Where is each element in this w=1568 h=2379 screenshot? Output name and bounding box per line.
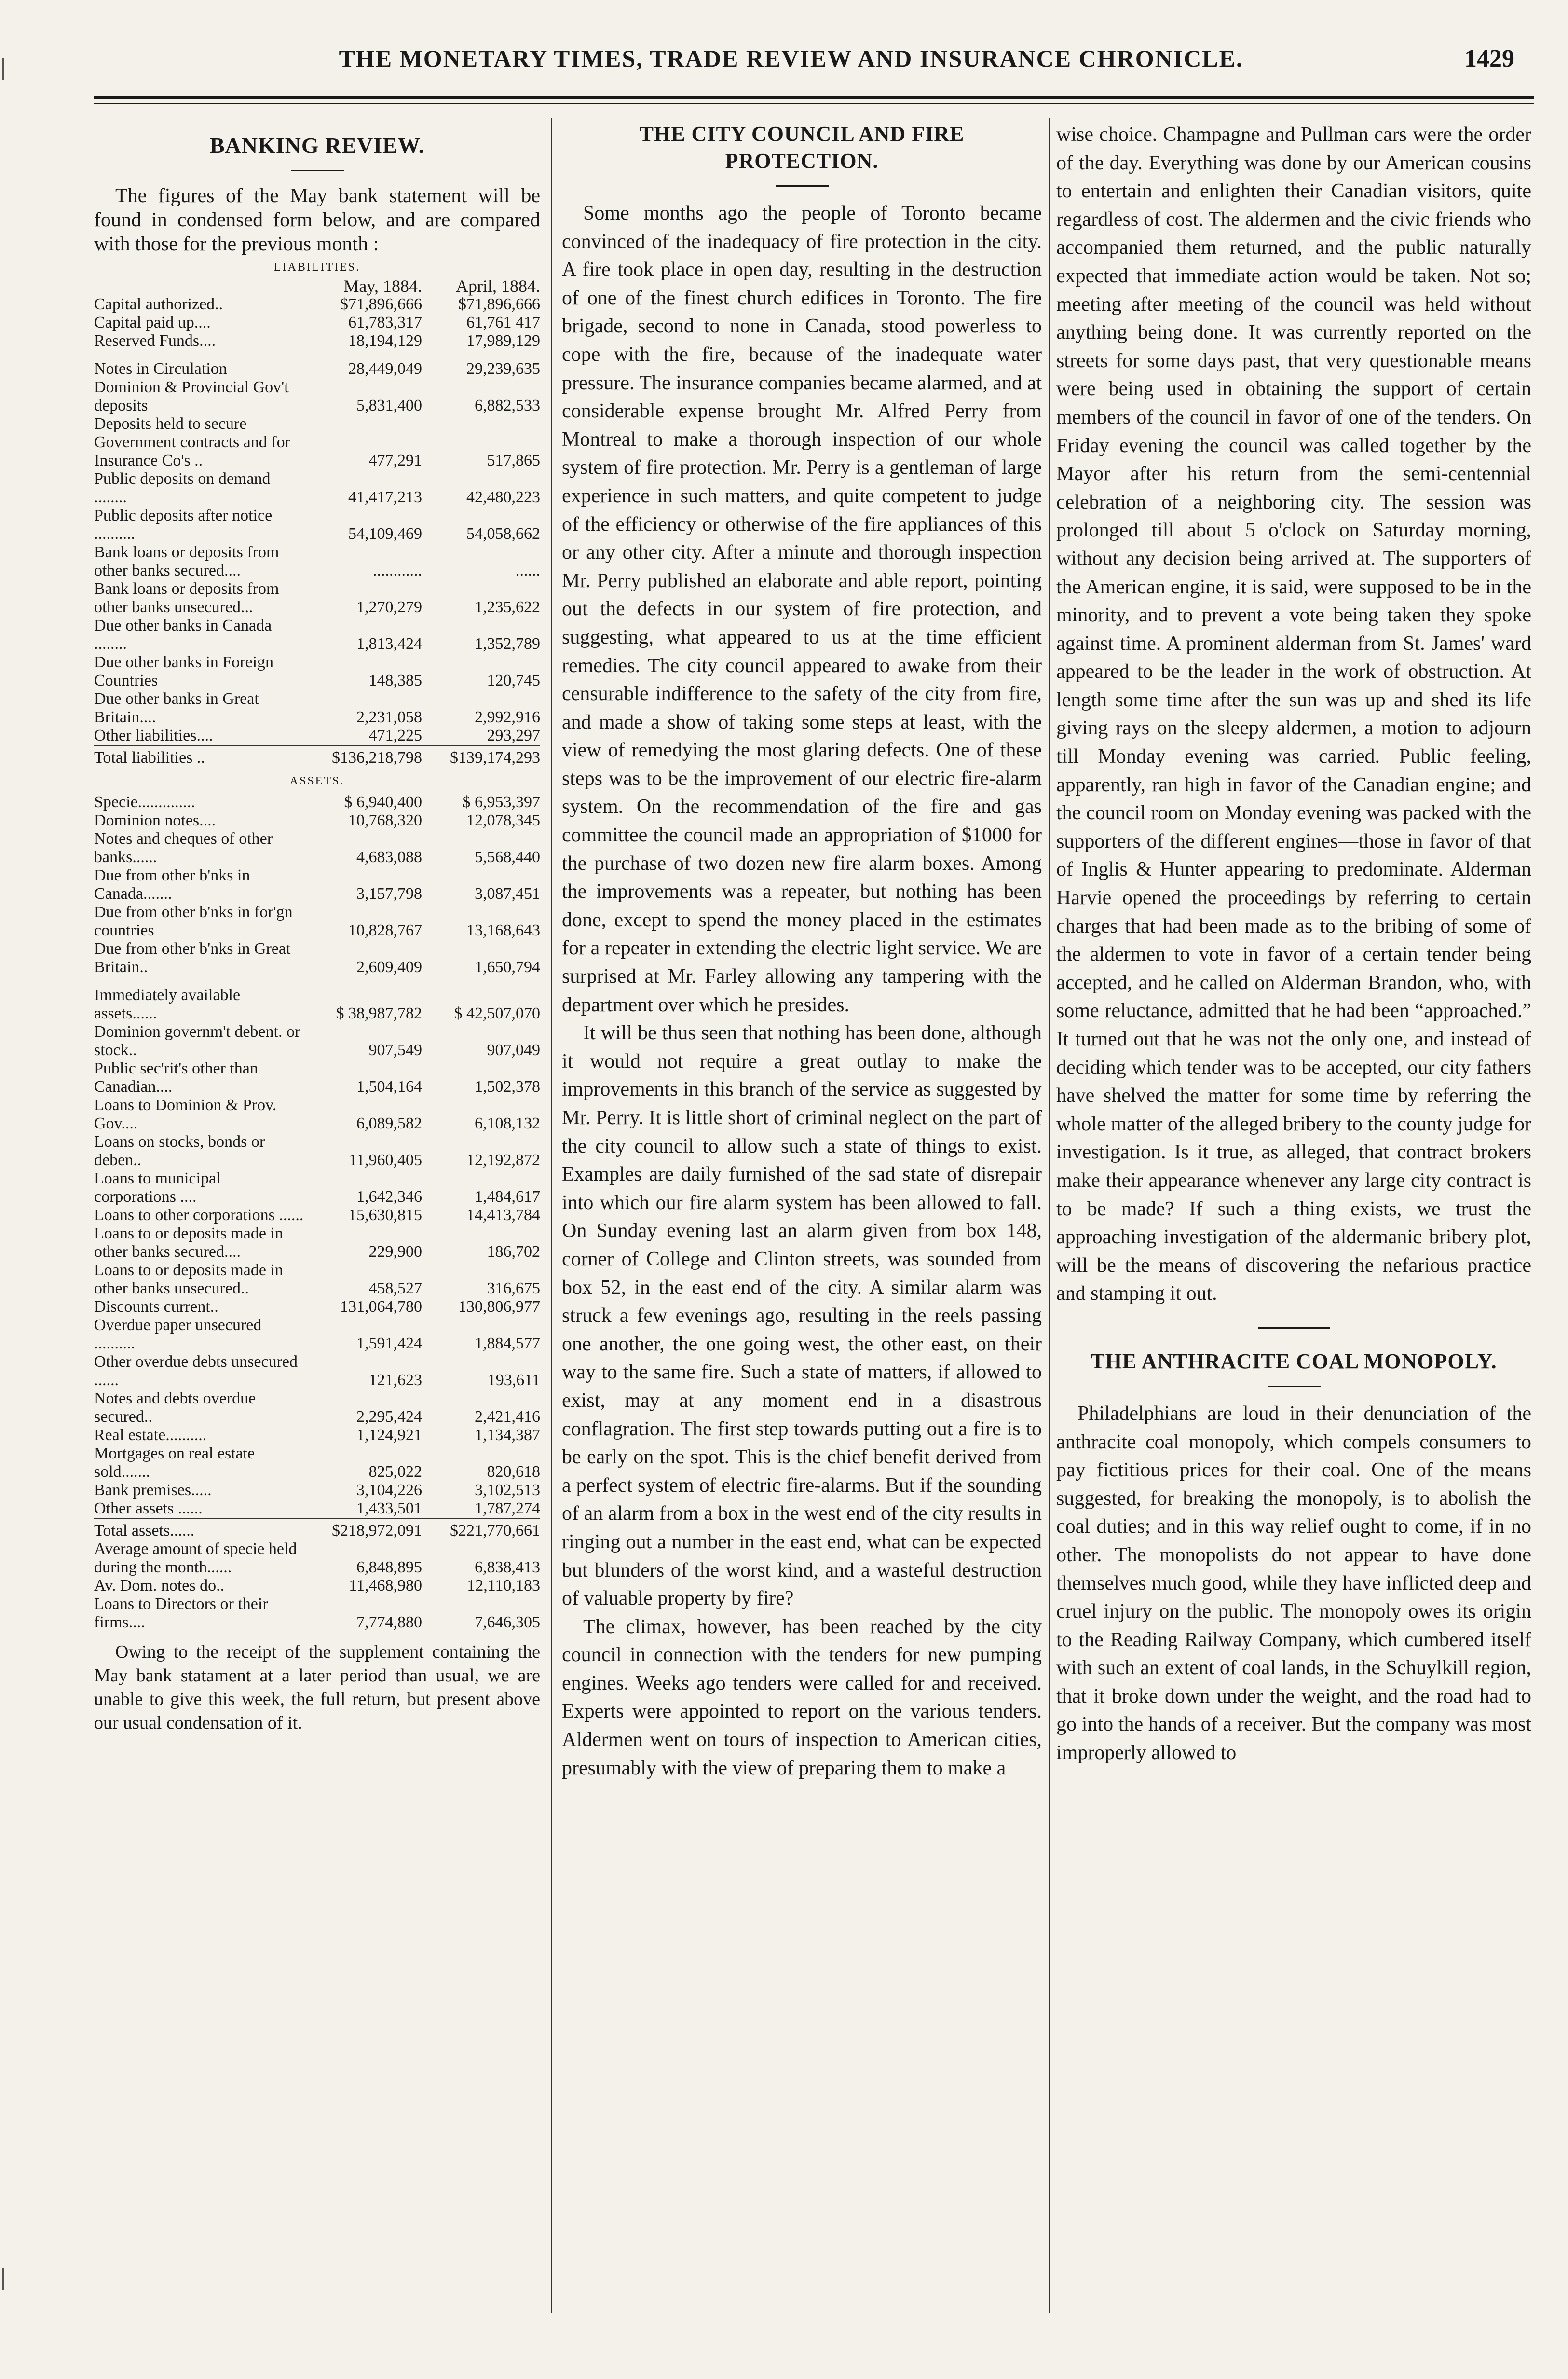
section-rule (1258, 1327, 1330, 1329)
fire-protection-column (562, 121, 1042, 1782)
bank-statement-table (94, 277, 540, 1632)
asset-row: Dominion governm't debent. or stock.. 907,549 907,049 (94, 1023, 540, 1059)
average-row: Loans to Directors or their firms.... 7,774,880 7,646,305 (94, 1595, 540, 1631)
anthracite-title: THE ANTHRACITE COAL MONOPOLY. (1091, 1349, 1497, 1373)
asset-row: Public sec'rit's other than Canadian.... 1,504,164 1,502,378 (94, 1059, 540, 1096)
anthracite-paragraph: Philadelphians are loud in their denunciation of the anthracite coal monopoly, which compels consumers to pay fictitious prices for their coal. One of the means suggested, for breaking the monopoly, is to abolish the coal duties; and in this way relief ought to come, if in no other. The monopolists do not appear to have done themselves much good, while they have inflicted deep and cruel injury on the public. The monopoly owes its origin to the Reading Railway Company, which cumbered itself with such an extent of coal lands, in the Schuylkill region, that it broke down under the weight, and the road had to go into the hands of a receiver. But the company was most improperly allowed to (1056, 1402, 1531, 1764)
asset-row: Notes and debts overdue secured.. 2,295,424 2,421,416 (94, 1389, 540, 1426)
asset-row: Loans to or deposits made in other banks secured.... 229,900 186,702 (94, 1224, 540, 1261)
right-column (1056, 121, 1531, 1767)
fire-paragraph-2: It will be thus seen that nothing has been done, although it would not require a great outlay to make the improvements in this branch of the service as suggested by Mr. Perry. It is little short of criminal neglect on the part of the city council to allow such a state of things to exist. Examples are daily furnished of the sad state of disrepair into which our fire alarm system has been allowed to fall. On Sunday evening last an alarm given from box 148, corner of College and Clinton streets, was sounded from box 52, in the east end of the city. A similar alarm was struck a few evenings ago, resulting in the reels passing one another, the one going west, the other east, on their way to the same fire. Such a state of matters, if allowed to exist, may at any moment end in a disastrous conflagration. The first step towards putting out a fire is to be early on the spot. This is the chief benefit derived from a perfect system of electric fire-alarms. But if the sounding of an alarm from a box in the west end of the city results in ringing out a number in the east end, what can be expected but blunders of the worst kind, and a wasteful destruction of valuable property by fire? (562, 1022, 1042, 1610)
asset-row: Dominion notes.... 10,768,320 12,078,345 (94, 811, 540, 829)
banking-review-column (94, 121, 540, 1735)
fire-protection-title: THE CITY COUNCIL AND FIRE PROTECTION. (639, 122, 965, 173)
column-header-april: April, 1884. (456, 276, 540, 296)
total-assets-row: Total assets...... $218,972,091 $221,770,661 (94, 1518, 540, 1540)
asset-row: Due from other b'nks in for'gn countries 10,828,767 13,168,643 (94, 903, 540, 939)
asset-row: Loans to municipal corporations .... 1,642,346 1,484,617 (94, 1169, 540, 1206)
liability-row: Dominion & Provincial Gov't deposits 5,831,400 6,882,533 (94, 378, 540, 414)
asset-row: Real estate.......... 1,124,921 1,134,387 (94, 1426, 540, 1444)
asset-row: Discounts current.. 131,064,780 130,806,977 (94, 1298, 540, 1316)
average-row: Av. Dom. notes do.. 11,468,980 12,110,183 (94, 1577, 540, 1595)
title-rule (776, 185, 829, 187)
liability-row: Bank loans or deposits from other banks unsecured... 1,270,279 1,235,622 (94, 580, 540, 616)
asset-row: Overdue paper unsecured .......... 1,591,424 1,884,577 (94, 1316, 540, 1352)
liability-row: Due other banks in Canada ........ 1,813,424 1,352,789 (94, 617, 540, 653)
asset-row: Other assets ...... 1,433,501 1,787,274 (94, 1499, 540, 1517)
liability-row: Public deposits after notice .......... 54,109,469 54,058,662 (94, 507, 540, 543)
asset-row: Loans to other corporations ...... 15,630,815 14,413,784 (94, 1206, 540, 1224)
binding-mark (2, 58, 4, 80)
liability-row: Due other banks in Great Britain.... 2,231,058 2,992,916 (94, 690, 540, 726)
assets-heading: ASSETS. (289, 775, 345, 787)
header-rule-thin (94, 103, 1534, 104)
column-divider-right (1049, 118, 1050, 2313)
table-header-row (94, 277, 540, 295)
liability-row: Deposits held to secure Government contracts and for Insurance Co's .. 477,291 517,865 (94, 415, 540, 469)
asset-row: Notes and cheques of other banks...... 4,683,088 5,568,440 (94, 830, 540, 866)
asset-row: Loans on stocks, bonds or deben.. 11,960,405 12,192,872 (94, 1133, 540, 1169)
liability-row: Notes in Circulation 28,449,049 29,239,635 (94, 360, 540, 378)
fire-paragraph-1: Some months ago the people of Toronto became convinced of the inadequacy of fire protection in the city. A fire took place in open day, resulting in the destruction of one of the finest church edifices in Toronto. The fire brigade, second to none in Canada, stood powerless to cope with the fire, because of the inadequate water pressure. The insurance companies became alarmed, and at considerable expense brought Mr. Alfred Perry from Montreal to make a thorough inspection of our whole system of fire protection. Mr. Perry is a gentleman of large experience in such matters, and quite competent to judge of the efficiency or otherwise of the fire appliances of this or any other city. After a minute and thorough inspection Mr. Perry published an elaborate and able report, pointing out the defects in our system of fire protection, and suggesting, what appeared to us at the time efficient remedies. The city council appeared to awake from their censurable indifference to the safety of the city from fire, and made a show of taking some steps at least, with the view of remedying the most glaring defects. One of these steps was to be the improvement of our electric fire-alarm system. On the recommendation of the fire and gas committee the council made an appropriation of $1000 for the purchase of two dozen new fire alarm boxes. Among the improvements was a repeater, but nothing has been done, except to spend the money placed in the estimates for a repeater in extending the electric light service. We are surprised at Mr. Farley allowing any tampering with the department over which he presides. (562, 202, 1042, 1016)
column-header-may: May, 1884. (343, 276, 422, 296)
binding-mark (2, 2268, 4, 2290)
average-row: Average amount of specie held during the month...... 6,848,895 6,838,413 (94, 1540, 540, 1576)
header-rule-thick (94, 96, 1534, 99)
running-title: THE MONETARY TIMES, TRADE REVIEW AND INSURANCE CHRONICLE. (339, 45, 1243, 72)
asset-row: Mortgages on real estate sold....... 825,022 820,618 (94, 1444, 540, 1481)
banking-intro: The figures of the May bank statement will be found in condensed form below, and are compared with those for the previous month : (94, 185, 540, 255)
asset-row: Due from other b'nks in Great Britain.. 2,609,409 1,650,794 (94, 940, 540, 976)
asset-row: Bank premises..... 3,104,226 3,102,513 (94, 1481, 540, 1499)
asset-row: Loans to Dominion & Prov. Gov.... 6,089,582 6,108,132 (94, 1096, 540, 1132)
page-number: 1429 (1464, 45, 1514, 72)
fire-article-continuation: wise choice. Champagne and Pullman cars were the order of the day. Everything was done by our American cousins to entertain and enlighten their Canadian visitors, quite regardless of cost. The aldermen and the civic friends who accompanied them returned, and the public naturally expected that immediate action would be taken. Not so; meeting after meeting of the council was held without anything being done. It was currently reported on the streets for some days past, that very questionable means were being used in obtaining the support of certain members of the council in favor of one of the tenders. On Friday evening the council was called together by the Mayor after his return from the semi-centennial celebration of a neighboring city. The session was prolonged till about 5 o'clock on Saturday morning, without any decision being arrived at. The supporters of the American engine, it is said, were supposed to be in the minority, and to prevent a vote being taken they spoke against time. A prominent alderman from St. James' ward appeared to be the leader in the work of obstruction. At length some time after the sun was up and shed its life giving rays on the sleepy aldermen, a motion to adjourn till Monday evening was carried. Public feeling, apparently, ran high in favor of the Canadian engine; and the council room on Monday evening was packed with the supporters of the different engines—those in favor of that of Inglis & Hunter appearing to predominate. Alderman Harvie opened the proceedings by referring to certain charges that had been made as to the bribing of some of the aldermen to vote in favor of a certain tender being accepted, and he called on Alderman Brandon, who, with some reluctance, admitted that he had been “approached.” It turned out that he was not the only one, and instead of deciding which tender was to be accepted, our city fathers have shelved the matter for some time by referring the whole matter of the alleged bribery to the county judge for investigation. Is it true, as alleged, that contract brokers make their appearance whenever any large city contract is to be made? If such a thing exists, we trust the approaching investigation of the aldermanic bribery plot, will be the means of discovering the nefarious practice and stamping it out. (1056, 124, 1531, 1305)
liabilities-heading: LIABILITIES. (273, 261, 361, 274)
liability-row: Bank loans or deposits from other banks secured.... ............ ...... (94, 543, 540, 579)
liability-row: Other liabilities.... 471,225 293,297 (94, 727, 540, 744)
liability-row: Due other banks in Foreign Countries 148,385 120,745 (94, 653, 540, 689)
banking-review-title: BANKING REVIEW. (209, 133, 425, 158)
capital-row: Capital paid up.... 61,783,317 61,761 417 (94, 314, 540, 331)
banking-closing-note: Owing to the receipt of the supplement containing the May bank statament at a later period than usual, we are unable to give this week, the full return, but present above our usual condensation of it. (94, 1642, 540, 1733)
asset-row: Loans to or deposits made in other banks unsecured.. 458,527 316,675 (94, 1261, 540, 1297)
title-rule (1268, 1386, 1321, 1387)
title-rule (291, 170, 344, 171)
asset-row: Due from other b'nks in Canada....... 3,157,798 3,087,451 (94, 866, 540, 903)
asset-row: Immediately available assets...... $ 38,987,782 $ 42,507,070 (94, 986, 540, 1022)
total-liabilities-row: Total liabilities .. $136,218,798 $139,174,293 (94, 745, 540, 767)
capital-row: Capital authorized.. $71,896,666 $71,896,666 (94, 295, 540, 313)
asset-row: Specie.............. $ 6,940,400 $ 6,953,397 (94, 793, 540, 811)
liability-row: Public deposits on demand ........ 41,417,213 42,480,223 (94, 470, 540, 506)
fire-paragraph-3: The climax, however, has been reached by the city council in connection with the tenders for new pumping engines. Weeks ago tenders were called for and received. Experts were appointed to report on the various tenders. Aldermen went on tours of inspection to American cities, presumably with the view of preparing them to make a (562, 1615, 1042, 1779)
capital-row: Reserved Funds.... 18,194,129 17,989,129 (94, 332, 540, 350)
column-divider-left (551, 118, 552, 2313)
asset-row: Other overdue debts unsecured ...... 121,623 193,611 (94, 1353, 540, 1389)
